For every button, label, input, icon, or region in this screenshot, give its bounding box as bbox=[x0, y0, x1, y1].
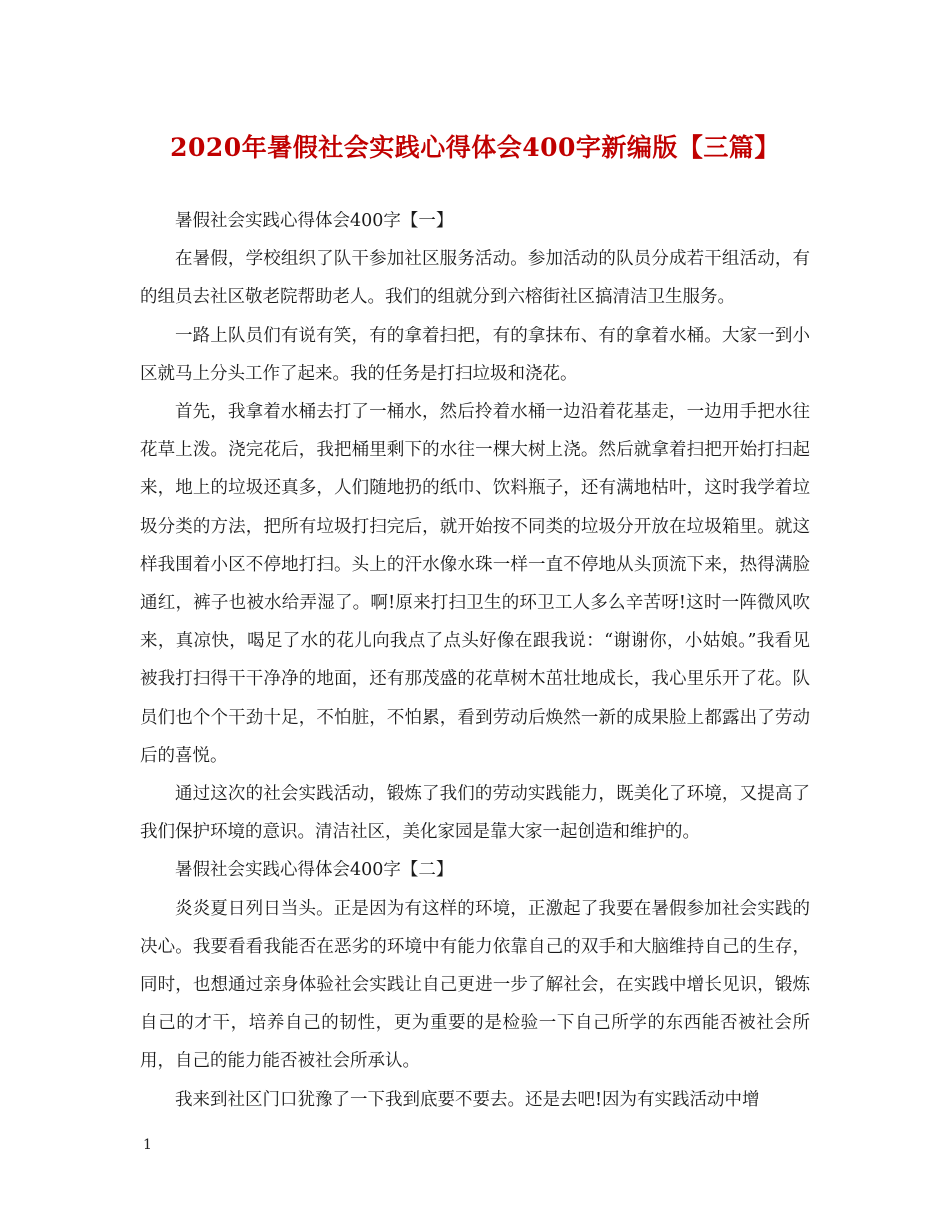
paragraph: 首先，我拿着水桶去打了一桶水，然后拎着水桶一边沿着花基走，一边用手把水往花草上泼。浇完花后，我把桶里剩下的水往一棵大树上浇。然后就拿着扫把开始打扫起来，地上的垃圾还真多，人们随地扔的纸巾、饮料瓶子，还有满地枯叶，这时我学着垃圾分类的方法，把所有垃圾打扫完后，就开始按不同类的垃圾分开放在垃圾箱里。就这样我围着小区不停地打扫。头上的汗水像水珠一样一直不停地从头顶流下来，热得满脸通红，裤子也被水给弄湿了。啊!原来打扫卫生的环卫工人多么辛苦呀!这时一阵微风吹来，真凉快，喝足了水的花儿向我点了点头好像在跟我说：“谢谢你，小姑娘。”我看见被我打扫得干干净净的地面，还有那茂盛的花草树木茁壮地成长，我心里乐开了花。队员们也个个干劲十足，不怕脏，不怕累，看到劳动后焕然一新的成果脸上都露出了劳动后的喜悦。 bbox=[140, 402, 810, 766]
document-body bbox=[140, 202, 810, 1119]
paragraph: 一路上队员们有说有笑，有的拿着扫把，有的拿抹布、有的拿着水桶。大家一到小区就马上分头工作了起来。我的任务是打扫垃圾和浇花。 bbox=[140, 325, 810, 384]
section-heading-2: 暑假社会实践心得体会400字【二】 bbox=[175, 860, 454, 881]
section-heading-1: 暑假社会实践心得体会400字【一】 bbox=[175, 211, 454, 231]
page-number: 1 bbox=[143, 1137, 152, 1153]
paragraph: 在暑假，学校组织了队干参加社区服务活动。参加活动的队员分成若干组活动，有的组员去社区敬老院帮助老人。我们的组就分到六榕街社区搞清洁卫生服务。 bbox=[140, 249, 810, 308]
paragraph: 通过这次的社会实践活动，锻炼了我们的劳动实践能力，既美化了环境，又提高了我们保护环境的意识。清洁社区，美化家园是靠大家一起创造和维护的。 bbox=[140, 784, 810, 843]
document-title: 2020年暑假社会实践心得体会400字新编版【三篇】 bbox=[170, 133, 780, 162]
paragraph: 我来到社区门口犹豫了一下我到底要不要去。还是去吧!因为有实践活动中增 bbox=[175, 1089, 760, 1110]
paragraph: 炎炎夏日列日当头。正是因为有这样的环境，正激起了我要在暑假参加社会实践的决心。我要看看我能否在恶劣的环境中有能力依靠自己的双手和大脑维持自己的生存，同时，也想通过亲身体验社会实践让自己更进一步了解社会，在实践中增长见识，锻炼自己的才干，培养自己的韧性，更为重要的是检验一下自己所学的东西能否被社会所用，自己的能力能否被社会所承认。 bbox=[140, 898, 810, 1072]
